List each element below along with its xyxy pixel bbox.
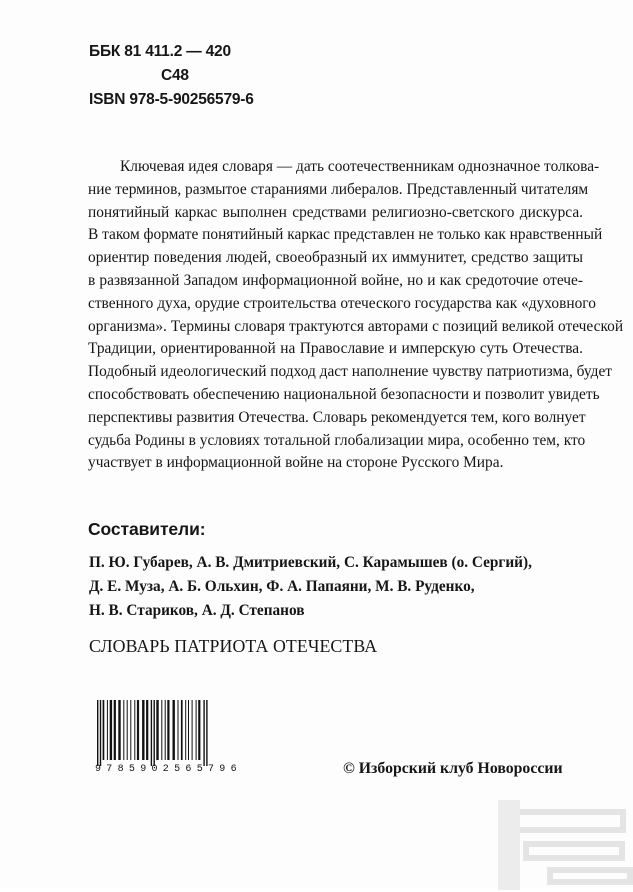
barcode-bar xyxy=(146,700,148,760)
bbk-code: ББК 81 411.2 — 420 xyxy=(89,43,231,60)
barcode-bar xyxy=(130,700,131,760)
book-title: СЛОВАРЬ ПАТРИОТА ОТЕЧЕСТВА xyxy=(89,636,378,656)
abstract-line: ориентир поведения людей, своеобразный их иммунитет, средство защиты xyxy=(88,249,583,267)
abstract-line: Традиции, ориентированной на Православие и имперскую суть Отечества. xyxy=(88,340,583,358)
copyright-notice: © Изборский клуб Новороссии xyxy=(343,760,563,777)
compilers-list xyxy=(89,551,532,623)
barcode-bar xyxy=(192,700,193,760)
barcode-bar xyxy=(110,700,112,760)
compilers-line: Д. Е. Муза, А. Б. Ольхин, Ф. А. Папаяни, М. В. Руденко, xyxy=(89,578,475,595)
barcode-bars xyxy=(91,700,271,766)
abstract-line: способствовать обеспечению национальной безопасности и позволит увидеть xyxy=(88,385,600,403)
barcode-digits: 9785902565796 xyxy=(95,764,242,775)
compilers-heading: Составители: xyxy=(88,519,206,539)
abstract-line: Ключевая идея словаря — дать соотечественникам однозначное толкова- xyxy=(120,158,600,175)
isbn: ISBN 978-5-90256579-6 xyxy=(89,91,254,108)
barcode-bar xyxy=(165,700,166,760)
isbn-barcode xyxy=(91,700,271,780)
barcode-bar xyxy=(173,700,175,760)
barcode-bar xyxy=(100,700,101,766)
abstract-paragraph xyxy=(88,156,624,475)
barcode-bar xyxy=(142,700,144,760)
compilers-line: П. Ю. Губарев, А. В. Дмитриевский, С. Карамышев (о. Сергий), xyxy=(89,554,532,571)
faded-stamp-watermark xyxy=(478,792,633,892)
barcode-bar xyxy=(203,700,204,766)
barcode-bar xyxy=(185,700,186,760)
barcode-bar xyxy=(154,700,155,766)
barcode-bar xyxy=(181,700,183,760)
barcode-bar xyxy=(127,700,128,760)
abstract-line: организма». Термины словаря трактуются авторами с позиций великой отеческой xyxy=(88,317,624,335)
barcode-bar xyxy=(103,700,105,760)
abstract-line: понятийный каркас выполнен средствами религиозно-светского дискурса. xyxy=(88,203,583,221)
abstract-line: ственного духа, орудие строительства отеческого государства как «духовного xyxy=(88,294,596,312)
barcode-bar xyxy=(137,700,139,760)
compilers-line: Н. В. Стариков, А. Д. Степанов xyxy=(89,602,305,619)
barcode-bar xyxy=(134,700,135,760)
barcode-bar xyxy=(161,700,162,760)
bibliographic-block xyxy=(89,40,254,112)
abstract-line: Подобный идеологический подход даст наполнение чувству патриотизма, будет xyxy=(88,363,612,381)
abstract-line: судьба Родины в условиях тотальной глобализации мира, особенно тем, кто xyxy=(88,431,586,449)
barcode-bar xyxy=(114,700,116,760)
author-mark: С48 xyxy=(161,67,189,84)
barcode-bar xyxy=(188,700,189,760)
barcode-bar xyxy=(206,700,207,766)
barcode-bar xyxy=(118,700,120,760)
abstract-line: перспективы развития Отечества. Словарь рекомендуется тем, кого волнует xyxy=(88,408,586,426)
barcode-bar xyxy=(167,700,169,760)
barcode-bar xyxy=(123,700,124,760)
barcode-bar xyxy=(178,700,179,760)
abstract-line: участвует в информационной войне на стороне Русского Мира. xyxy=(88,454,504,472)
barcode-bar xyxy=(97,700,98,766)
abstract-line: в развязанной Западом информационной войне, но и как средоточие отече- xyxy=(88,271,583,289)
barcode-bar xyxy=(156,700,158,760)
barcode-bar xyxy=(151,700,152,766)
abstract-line: ние терминов, размытое стараниями либералов. Представленный читателям xyxy=(88,180,589,198)
barcode-bar xyxy=(196,700,197,760)
abstract-line: В таком формате понятийный каркас представлен не только как нравственный xyxy=(88,226,603,244)
barcode-bar xyxy=(198,700,200,760)
barcode-bar xyxy=(107,700,108,760)
